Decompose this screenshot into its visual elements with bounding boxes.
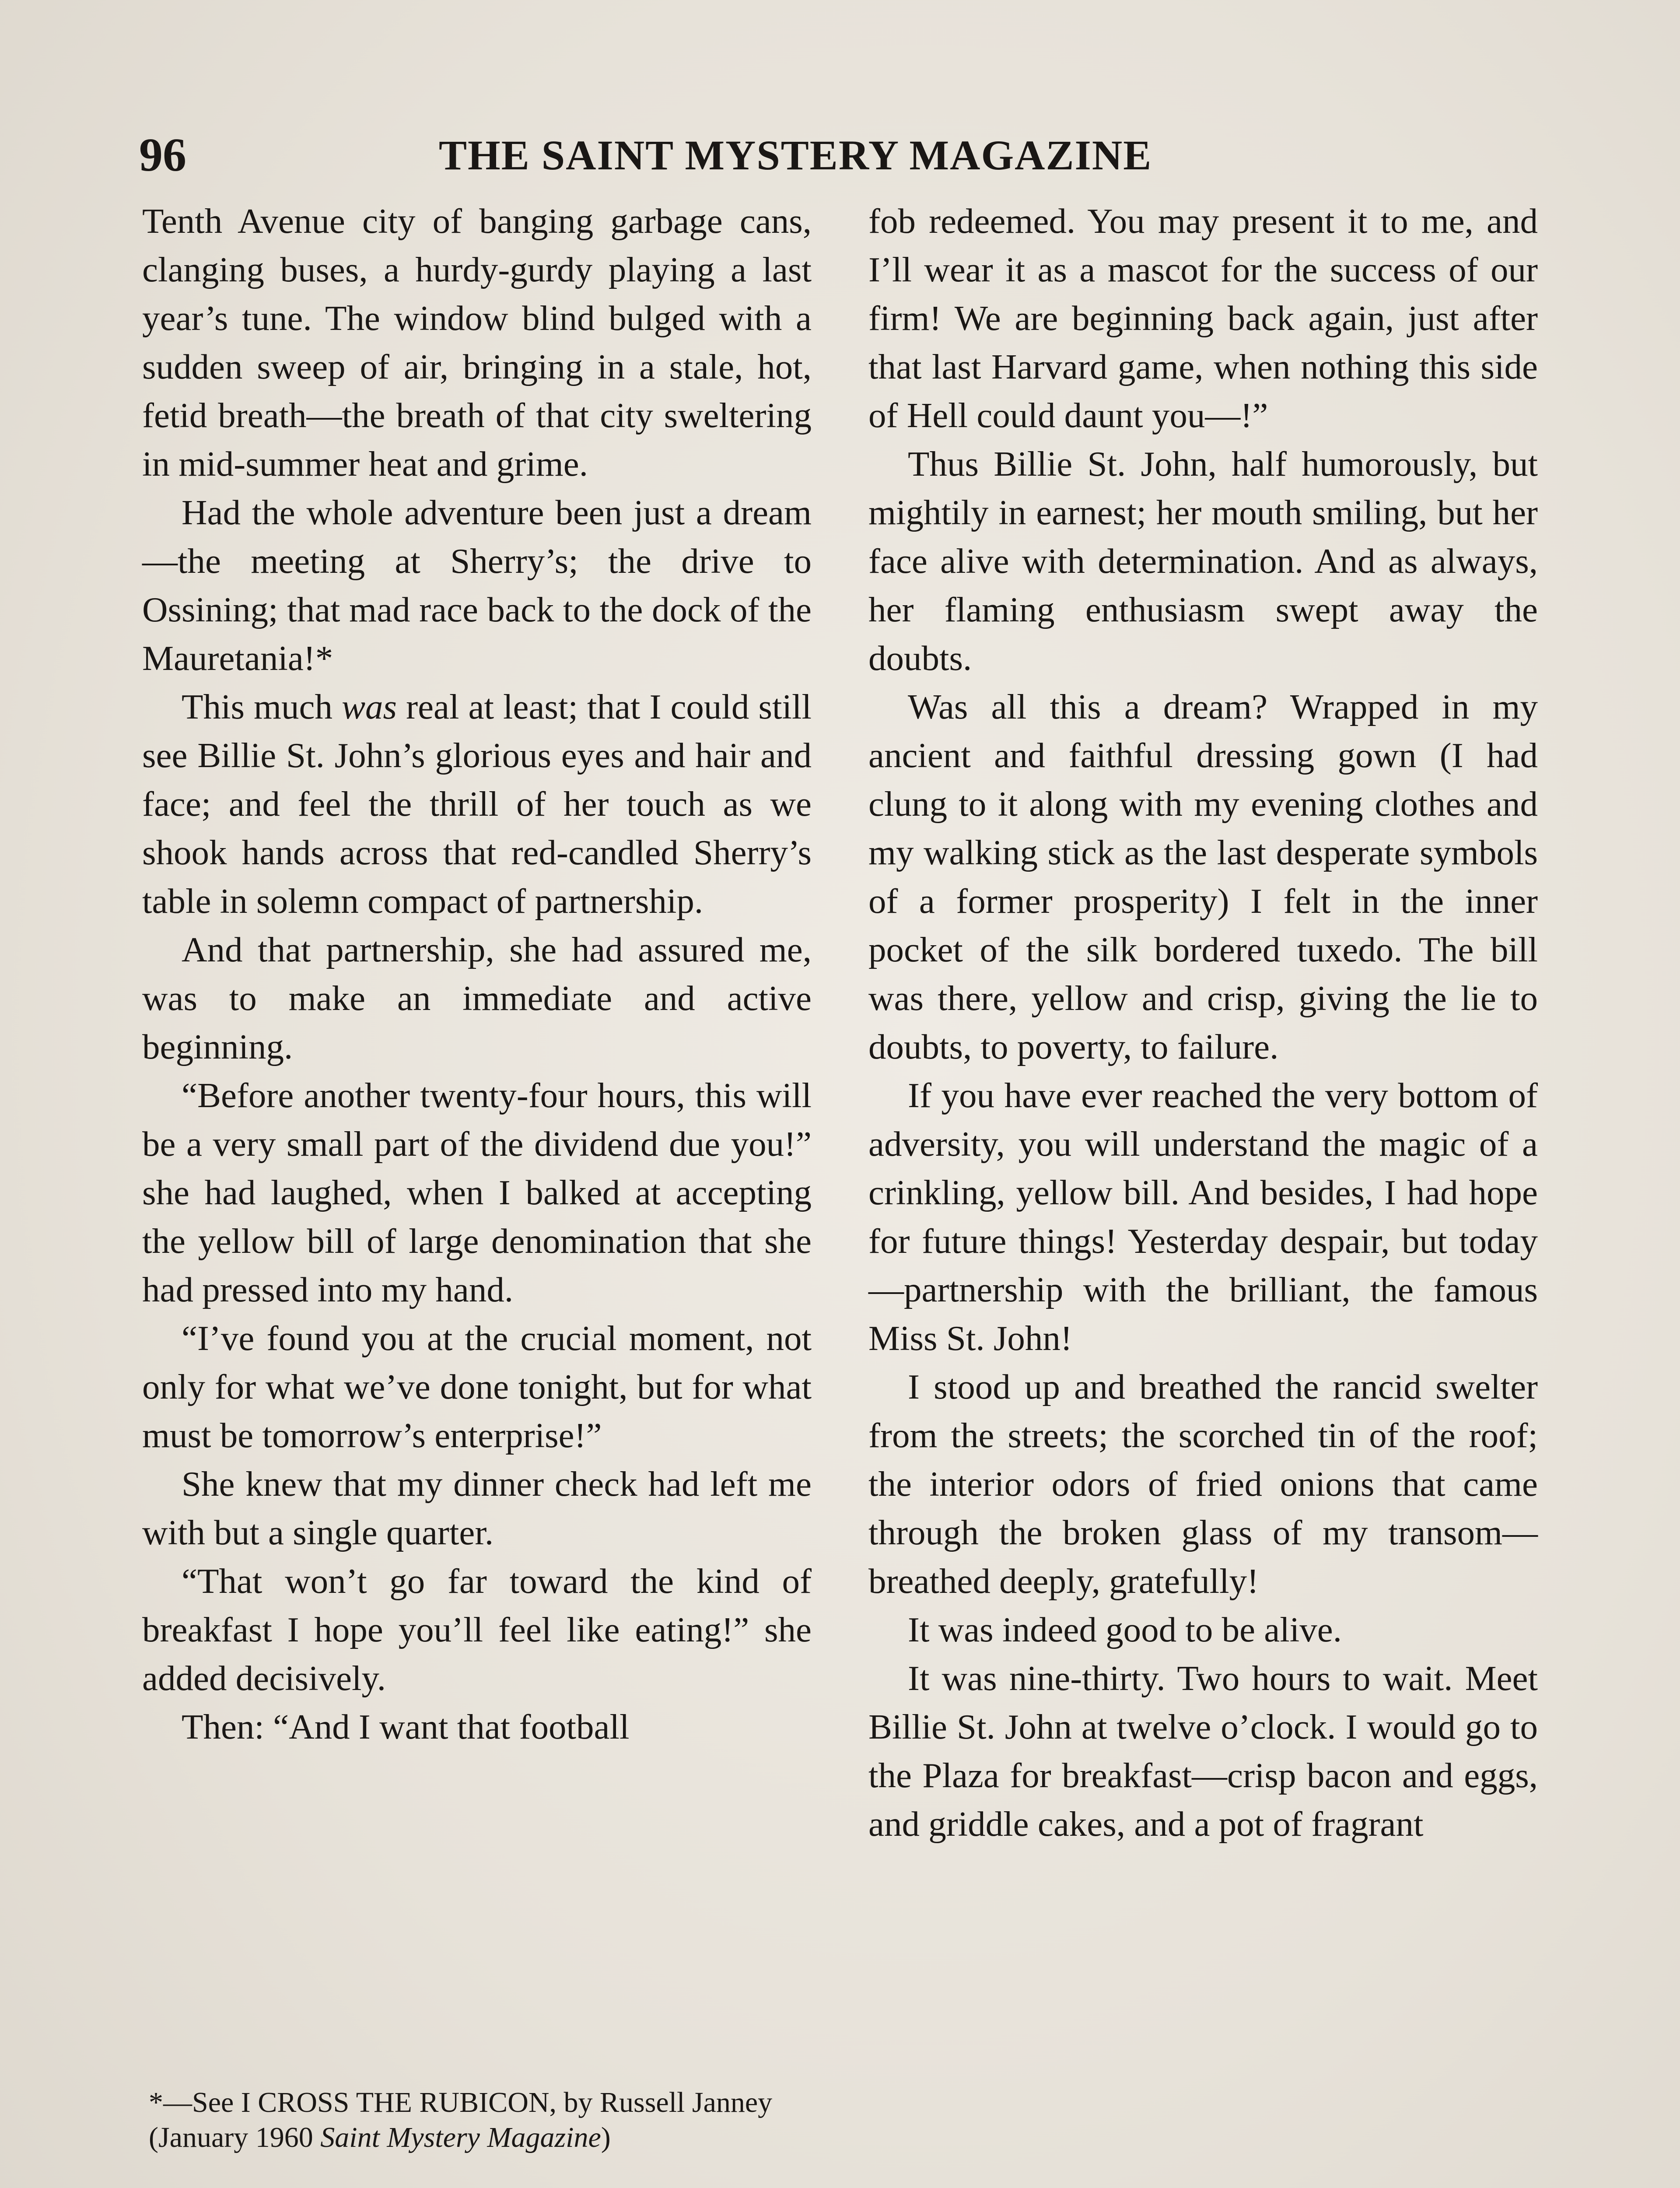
paragraph: If you have ever reached the very bottom of adversity, you will understand the magic of a crinkling, yellow bill. And besides, I had hope for future things! Yesterday despair, but today—partnership with the brilliant, the famous Miss St. John! — [868, 1076, 1538, 1358]
footnote — [149, 2085, 818, 2155]
text-run: *—See I CROSS THE RUBICON, by Russell Janney (January 1960 — [149, 2086, 773, 2153]
paragraph: Was all this a dream? Wrapped in my ancient and faithful dressing gown (I had clung to it along with my evening clothes and my walking stick as the last desperate symbols of a former prosperity) I felt in the inner pocket of the silk bordered tuxedo. The bill was there, yellow and crisp, giving the lie to doubts, to poverty, to failure. — [868, 687, 1538, 1066]
paragraph: fob redeemed. You may present it to me, and I’ll wear it as a mascot for the success of our firm! We are beginning back again, just after that last Harvard game, when nothing this side of Hell could daunt you—!” — [868, 201, 1538, 435]
text-run: ) — [601, 2121, 611, 2153]
paragraph: Had the whole adventure been just a dream—the meeting at Sherry’s; the drive to Ossining; that mad race back to the dock of the Mauretania!* — [142, 493, 812, 678]
paragraph: Thus Billie St. John, half humorously, but mightily in earnest; her mouth smiling, but her face alive with determination. And as always, her flaming enthusiasm swept away the doubts. — [868, 444, 1538, 678]
page-number: 96 — [139, 129, 186, 181]
text-run: real at least; that I could still see Billie St. John’s glorious eyes and hair and face; and feel the thrill of her touch as we shook hands across that red-candled Sherry’s table in solemn compact of partnership. — [142, 687, 812, 921]
paragraph: It was nine-thirty. Two hours to wait. Meet Billie St. John at twelve o’clock. I would go to the Plaza for breakfast—crisp bacon and eggs, and griddle cakes, and a pot of fragrant — [868, 1659, 1538, 1844]
emphasis-text: Saint Mystery Magazine — [320, 2121, 601, 2153]
left-column — [142, 197, 812, 1751]
right-column — [868, 197, 1538, 1848]
emphasis-text: was — [342, 687, 397, 726]
paragraph: Tenth Avenue city of banging garbage cans, clanging buses, a hurdy-gurdy playing a last year’s tune. The window blind bulged with a sudden sweep of air, bringing in a stale, hot, fetid breath—the breath of that city sweltering in mid-summer heat and grime. — [142, 201, 812, 484]
page-header — [139, 125, 1237, 186]
footnote-text — [149, 2085, 818, 2155]
paragraph: She knew that my dinner check had left me with but a single quarter. — [142, 1464, 812, 1552]
text-run: This much — [182, 687, 342, 726]
paragraph: It was indeed good to be alive. — [908, 1610, 1342, 1649]
paragraph: “I’ve found you at the crucial moment, not only for what we’ve done tonight, but for what must be tomorrow’s enterprise!” — [142, 1318, 812, 1455]
paragraph: Then: “And I want that football — [182, 1707, 630, 1746]
paragraph: “Before another twenty-four hours, this will be a very small part of the dividend due you!” she had laughed, when I balked at accepting the yellow bill of large denomination that she had pressed into my hand. — [142, 1076, 812, 1309]
paragraph: I stood up and breathed the rancid swelter from the streets; the scorched tin of the roof; the interior odors of fried onions that came through the broken glass of my transom—breathed deeply, gratefully! — [868, 1367, 1538, 1601]
paragraph: “That won’t go far toward the kind of breakfast I hope you’ll feel like eating!” she added decisively. — [142, 1561, 812, 1698]
running-title: THE SAINT MYSTERY MAGAZINE — [439, 132, 1152, 179]
paragraph — [142, 683, 812, 926]
paragraph: And that partnership, she had assured me, was to make an immediate and active beginning. — [142, 930, 812, 1066]
